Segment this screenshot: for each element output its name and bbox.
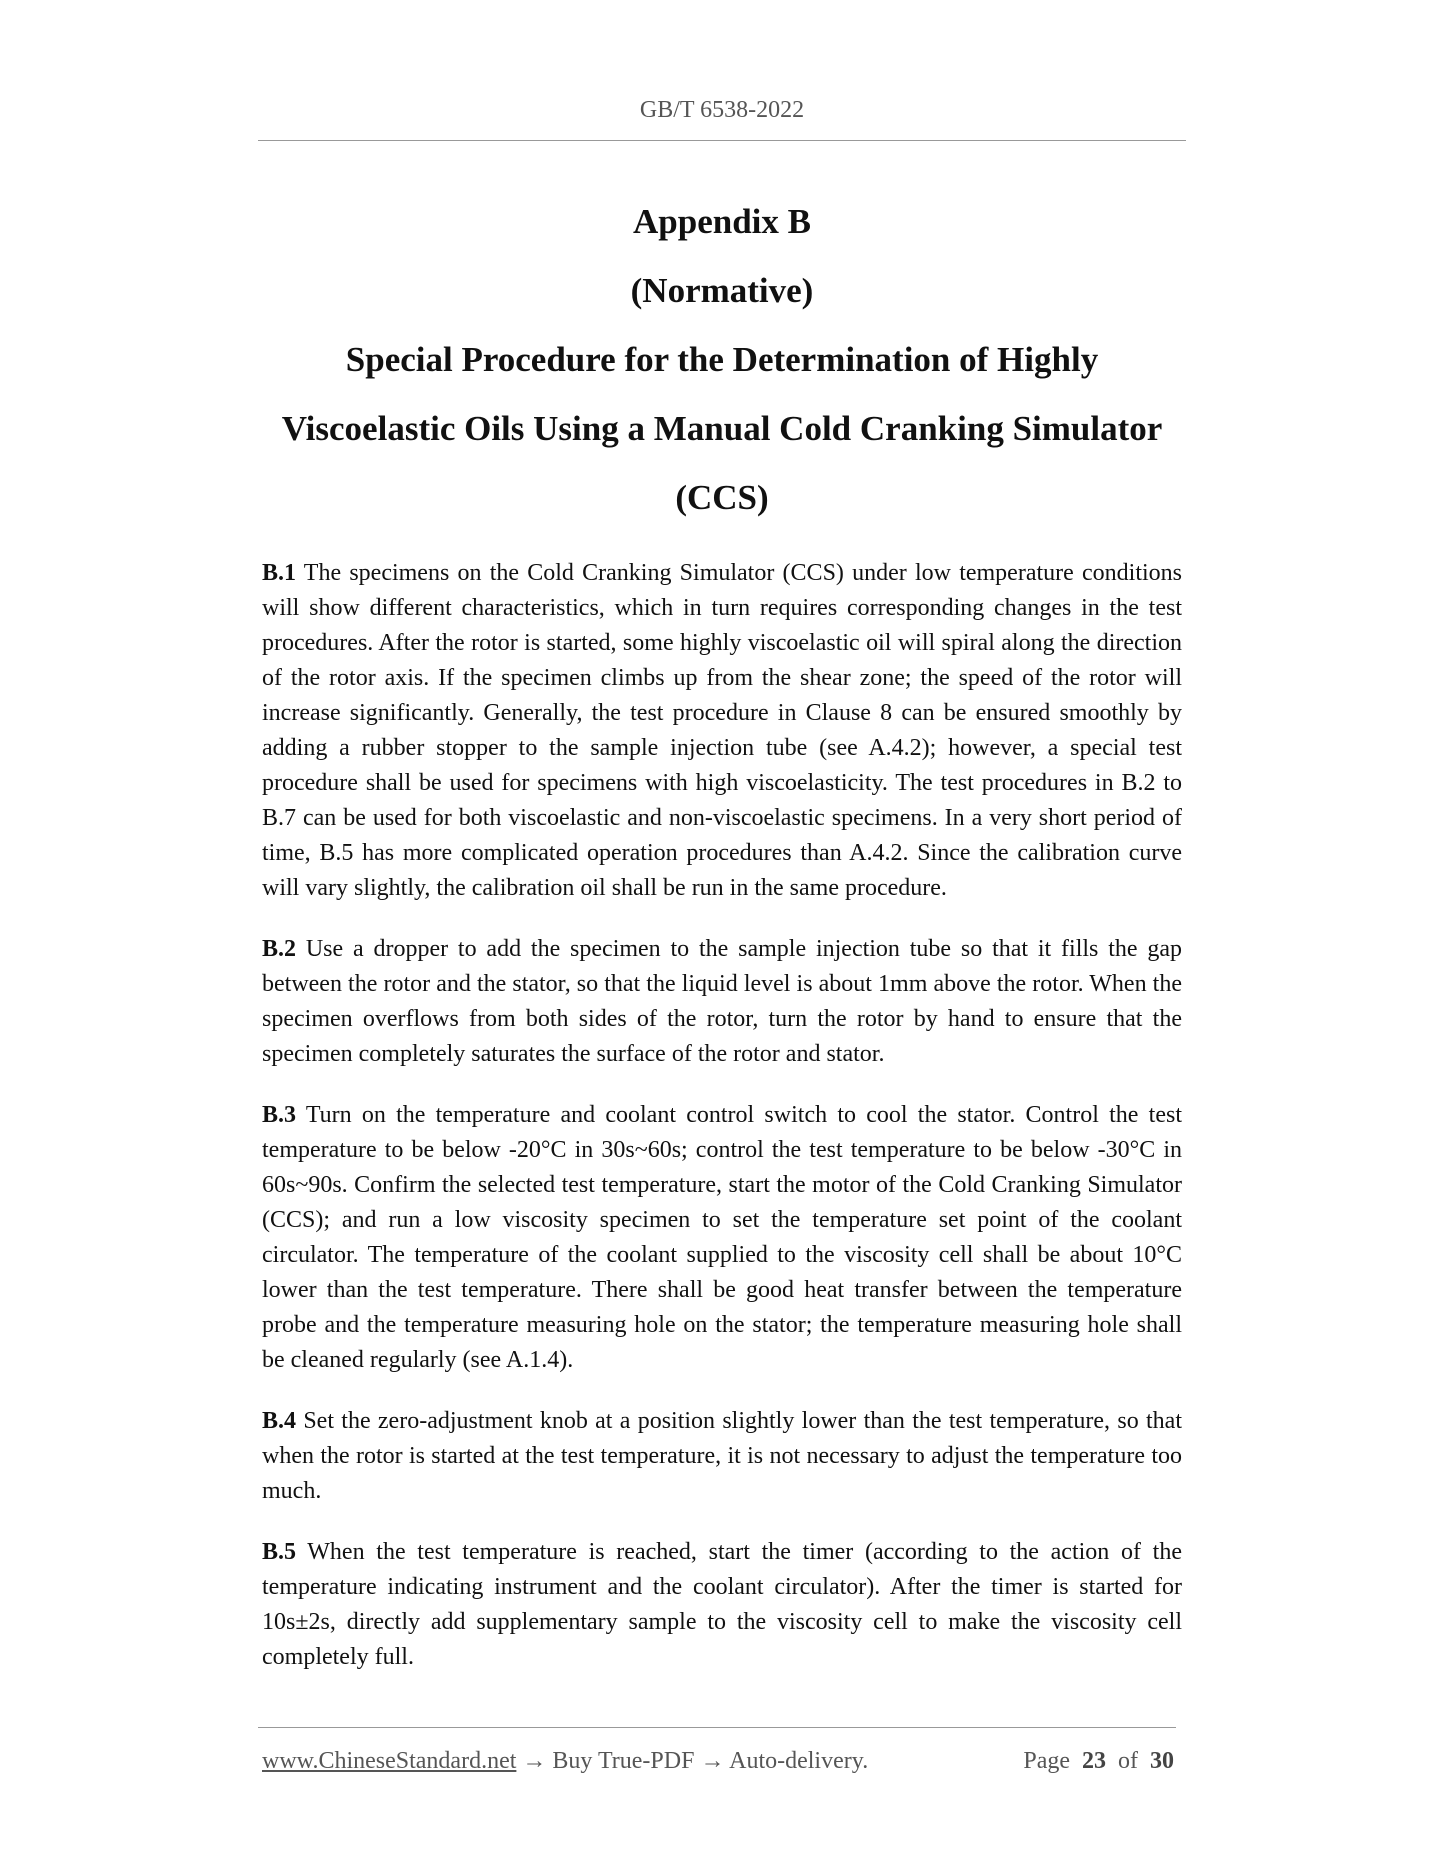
document-body [262, 556, 1182, 1701]
clause-b1 [262, 556, 1182, 906]
appendix-title [258, 187, 1186, 532]
clause-text: Turn on the temperature and coolant control switch to cool the stator. Control the test temperature to be below -20°C in 30s~60s; control the test temperature to be below -30°C in 60s~90s. Confirm the selected test temperature, start the motor of the Cold Cranking Simulator (CCS); and run a low viscosity specimen to set the temperature set point of the coolant circulator. The temperature of the coolant supplied to the viscosity cell shall be about 10°C lower than the test temperature. There shall be good heat transfer between the temperature probe and the temperature measuring hole on the stator; the temperature measuring hole shall be cleaned regularly (see A.1.4). [262, 1102, 1182, 1373]
clause-number: B.3 [262, 1102, 297, 1128]
page-header: GB/T 6538-2022 [639, 97, 805, 123]
title-line-appendix: Appendix B [633, 202, 811, 241]
footer-promo-text: → Buy True-PDF → Auto-delivery. [516, 1748, 869, 1774]
title-line-heading-3: (CCS) [675, 478, 769, 517]
title-line-heading-2: Viscoelastic Oils Using a Manual Cold Cranking Simulator [281, 409, 1163, 448]
clause-text: Use a dropper to add the specimen to the sample injection tube so that it fills the gap between the rotor and the stator, so that the liquid level is about 1mm above the rotor. When the specimen overflows from both sides of the rotor, turn the rotor by hand to ensure that the specimen completely saturates the surface of the rotor and stator. [262, 936, 1182, 1067]
clause-number: B.5 [262, 1539, 297, 1565]
current-page-number: 23 [1082, 1748, 1106, 1774]
of-label: of [1118, 1748, 1138, 1774]
title-line-normative: (Normative) [630, 271, 814, 310]
clause-b4 [262, 1404, 1182, 1509]
footer-promo [262, 1745, 868, 1777]
clause-number: B.4 [262, 1408, 297, 1434]
header-divider [258, 140, 1186, 141]
clause-number: B.1 [262, 560, 297, 586]
clause-b3 [262, 1098, 1182, 1378]
clause-text: When the test temperature is reached, start the timer (according to the action of the temperature indicating instrument and the coolant circulator). After the timer is started for 10s±2s, directly add supplementary sample to the viscosity cell to make the viscosity cell completely full. [262, 1539, 1182, 1670]
clause-text: The specimens on the Cold Cranking Simulator (CCS) under low temperature conditions will show different characteristics, which in turn requires corresponding changes in the test procedures. After the rotor is started, some highly viscoelastic oil will spiral along the direction of the rotor axis. If the specimen climbs up from the shear zone; the speed of the rotor will increase significantly. Generally, the test procedure in Clause 8 can be ensured smoothly by adding a rubber stopper to the sample injection tube (see A.4.2); however, a special test procedure shall be used for specimens with high viscoelasticity. The test procedures in B.2 to B.7 can be used for both viscoelastic and non-viscoelastic specimens. In a very short period of time, B.5 has more complicated operation procedures than A.4.2. Since the calibration curve will vary slightly, the calibration oil shall be run in the same procedure. [262, 560, 1182, 901]
total-pages-number: 30 [1150, 1748, 1174, 1774]
page-label: Page [1023, 1748, 1070, 1774]
title-line-heading-1: Special Procedure for the Determination of Highly [345, 340, 1099, 379]
clause-b5 [262, 1535, 1182, 1675]
clause-number: B.2 [262, 936, 297, 962]
clause-b2 [262, 932, 1182, 1072]
footer-divider [258, 1727, 1176, 1728]
page-indicator [1023, 1745, 1174, 1777]
site-link[interactable]: www.ChineseStandard.net [262, 1748, 517, 1774]
clause-text: Set the zero-adjustment knob at a position slightly lower than the test temperature, so that when the rotor is started at the test temperature, it is not necessary to adjust the temperature too much. [262, 1408, 1182, 1504]
